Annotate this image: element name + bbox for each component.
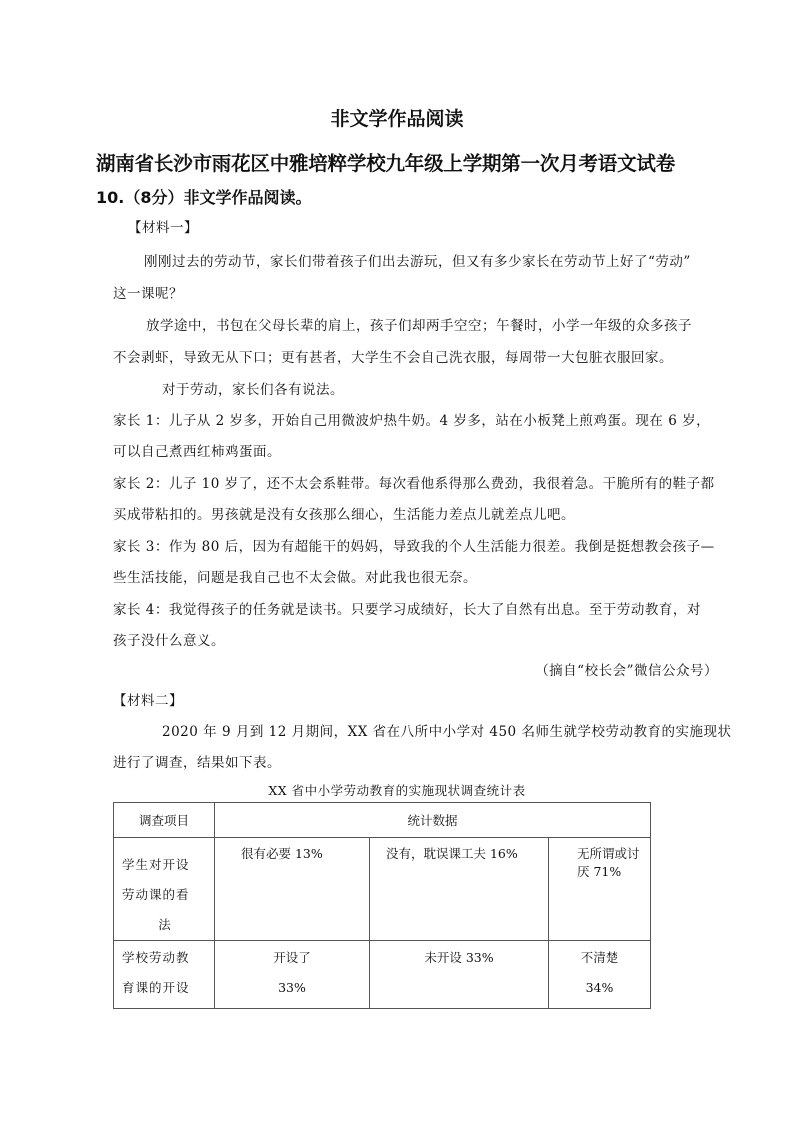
table-cell-line: 不清楚 [580, 950, 619, 965]
table-cell: 很有必要 13% [215, 838, 370, 941]
question-heading: 10.（8分）非文学作品阅读。 [96, 188, 312, 207]
material1-paragraph2-line2: 不会剥虾，导致无从下口；更有甚者，大学生不会自己洗衣服，每周带一大包脏衣服回家。 [113, 350, 673, 366]
table-header-row [114, 803, 651, 838]
row-label-line: 学生对开设 [122, 857, 190, 872]
row-label [114, 941, 215, 1009]
material2-paragraph-line1: 2020 年 9 月到 12 月期间，XX 省在八所中小学对 450 名师生就学校劳动教育的实施现状 [162, 724, 732, 740]
row-label [114, 838, 215, 941]
table-cell [215, 941, 370, 1009]
survey-table [113, 802, 651, 1009]
row-label-line: 学校劳动教 [122, 950, 190, 965]
table-row [114, 941, 651, 1009]
material1-paragraph3: 对于劳动，家长们各有说法。 [162, 382, 344, 398]
table-cell: 未开设 33% [370, 941, 549, 1009]
parent2-line2: 买成带粘扣的。男孩就是没有女孩那么细心，生活能力差点儿就差点儿吧。 [113, 507, 575, 523]
parent1-line2: 可以自己煮西红柿鸡蛋面。 [113, 444, 281, 460]
header-survey-item: 调查项目 [114, 803, 215, 838]
parent1-line1: 家长 1：儿子从 2 岁多，开始自己用微波炉热牛奶。4 岁多，站在小板凳上煎鸡蛋。现在 6 岁， [113, 413, 711, 429]
table-cell: 没有，耽误课工夫 16% [370, 838, 549, 941]
table-cell-line: 33% [278, 980, 306, 995]
material2-paragraph-line2: 进行了调查，结果如下表。 [113, 755, 281, 771]
material1-paragraph2-line1: 放学途中，书包在父母长辈的肩上，孩子们却两手空空；午餐时，小学一年级的众多孩子 [146, 318, 692, 334]
material1-paragraph1-line1: 刚刚过去的劳动节，家长们带着孩子们出去游玩，但又有多少家长在劳动节上好了“劳动” [144, 254, 691, 270]
parent4-line1: 家长 4：我觉得孩子的任务就是读书。只要学习成绩好，长大了自然有出息。至于劳动教育，对 [113, 602, 701, 618]
header-statistics: 统计数据 [215, 803, 651, 838]
table-cell-line: 34% [585, 980, 614, 995]
row-label-line: 法 [158, 917, 172, 932]
parent4-line2: 孩子没什么意义。 [113, 633, 225, 649]
parent3-line1: 家长 3：作为 80 后，因为有超能干的妈妈，导致我的个人生活能力很差。我倒是挺想教会孩子— [113, 539, 715, 555]
material2-heading: 【材料二】 [113, 693, 183, 709]
table-row [114, 838, 651, 941]
row-label-line: 劳动课的看 [122, 887, 190, 902]
page-title: 非文学作品阅读 [330, 108, 464, 130]
source-citation: （摘自“校长会”微信公众号） [535, 663, 718, 679]
parent3-line2: 些生活技能，问题是我自己也不太会做。对此我也很无奈。 [113, 570, 477, 586]
material1-heading: 【材料一】 [128, 220, 198, 236]
table-cell: 无所谓或讨厌 71% [549, 838, 651, 941]
material1-paragraph1-line2: 这一课呢？ [113, 286, 183, 302]
row-label-line: 育课的开设 [122, 980, 190, 995]
parent2-line1: 家长 2：儿子 10 岁了，还不太会系鞋带。每次看他系得那么费劲，我很着急。干脆所有的鞋子都 [113, 476, 715, 492]
table-title: XX 省中小学劳动教育的实施现状调查统计表 [268, 783, 526, 798]
table-cell [549, 941, 651, 1009]
table-cell-line: 开设了 [273, 950, 311, 965]
exam-title: 湖南省长沙市雨花区中雅培粹学校九年级上学期第一次月考语文试卷 [96, 152, 676, 175]
